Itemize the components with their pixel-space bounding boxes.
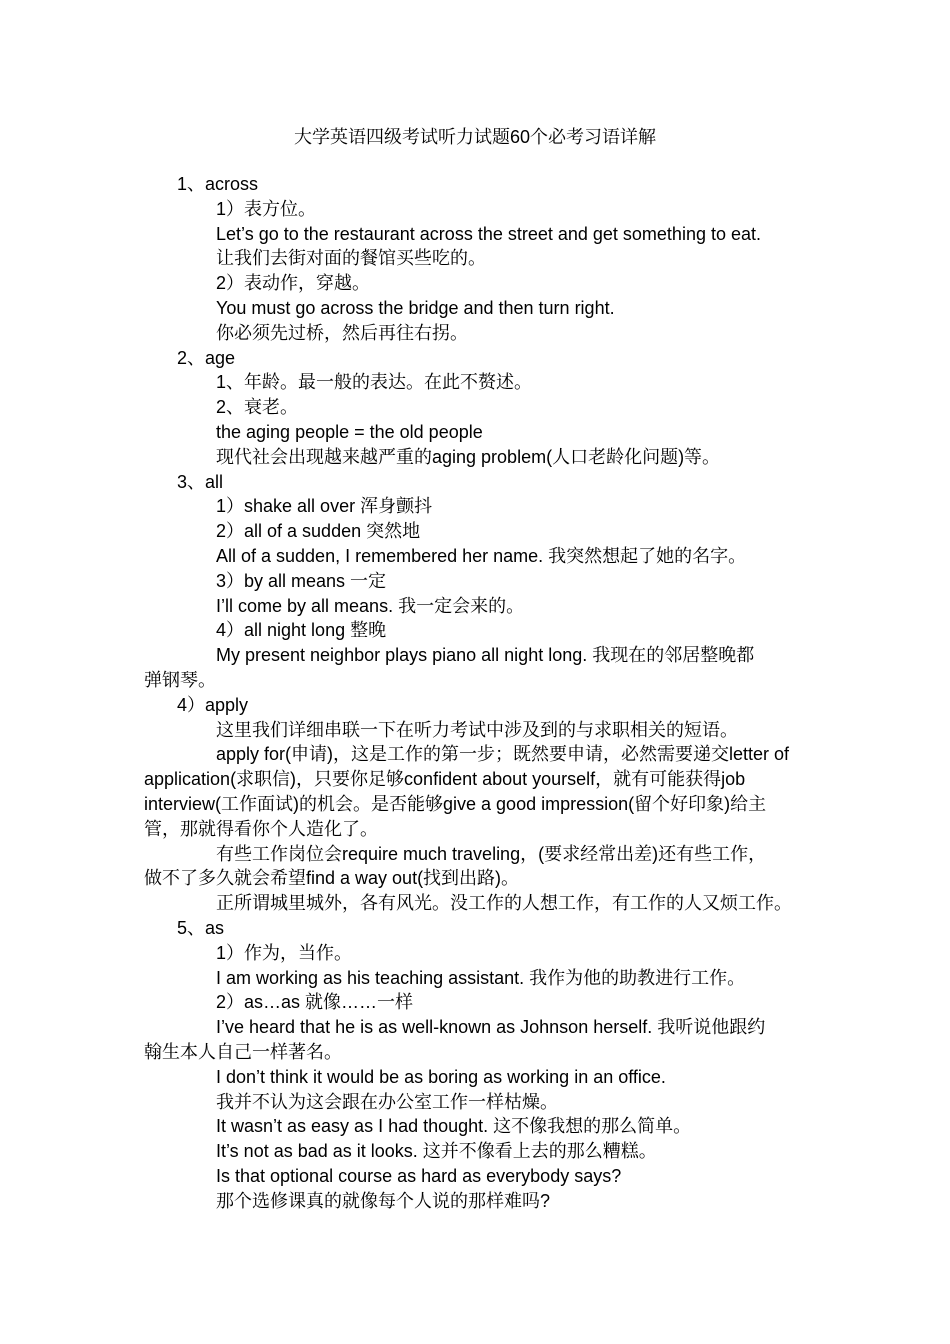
text-line: 1）shake all over 浑身颤抖	[216, 496, 433, 517]
text-line: 正所谓城里城外，各有风光。没工作的人想工作，有工作的人又烦工作。	[216, 893, 792, 914]
text-line: 弹钢琴。	[144, 670, 216, 690]
text-line: All of a sudden, I remembered her name. 我突然想起了她的名字。	[216, 546, 747, 566]
section-heading: 5、as	[177, 918, 225, 938]
text-line: I’ll come by all means. 我一定会来的。	[216, 595, 525, 616]
text-line: 我并不认为这会跟在办公室工作一样枯燥。	[216, 1091, 558, 1112]
text-line: Let’s go to the restaurant across the street and get something to eat.	[216, 223, 762, 244]
text-line: 让我们去街对面的餐馆买些吃的。	[216, 248, 486, 269]
text-line: 现代社会出现越来越严重的aging problem(人口老龄化问题)等。	[216, 446, 721, 467]
text-line: 2）as…as 就像……一样	[216, 992, 414, 1013]
text-line: My present neighbor plays piano all night long. 我现在的邻居整晚都	[216, 645, 755, 666]
text-line: 4）all night long 整晚	[216, 620, 387, 641]
text-line: apply for(申请)，这是工作的第一步；既然要申请，必然需要递交letter of	[216, 744, 790, 765]
text-line: I’ve heard that he is as well-known as Johnson herself. 我听说他跟约	[216, 1017, 766, 1038]
text-line: application(求职信)，只要你足够confident about yourself，就有可能获得job	[144, 769, 746, 790]
text-line: 做不了多久就会希望find a way out(找到出路)。	[144, 868, 520, 889]
text-line: 你必须先过桥，然后再往右拐。	[216, 322, 468, 343]
text-line: 2）表动作，穿越。	[216, 273, 371, 294]
text-line: 2）all of a sudden 突然地	[216, 521, 421, 542]
text-line: I am working as his teaching assistant. 我作为他的助教进行工作。	[216, 967, 746, 988]
text-line: You must go across the bridge and then turn right.	[216, 298, 615, 318]
text-line: the aging people = the old people	[216, 422, 483, 442]
text-line: 1、年龄。最一般的表达。在此不赘述。	[216, 372, 533, 393]
section-heading: 3、all	[177, 471, 224, 492]
text-line: 2、衰老。	[216, 397, 299, 418]
text-line: Is that optional course as hard as everybody says?	[216, 1166, 622, 1186]
text-line: It wasn’t as easy as I had thought. 这不像我想的那么简单。	[216, 1116, 692, 1137]
text-line: 1）表方位。	[216, 198, 317, 219]
text-line: 1）作为，当作。	[216, 942, 353, 963]
text-line: 管，那就得看你个人造化了。	[144, 818, 378, 839]
section-heading: 2、age	[177, 347, 236, 368]
document-title: 大学英语四级考试听力试题60个必考习语详解	[293, 127, 657, 147]
text-line: I don’t think it would be as boring as working in an office.	[216, 1066, 666, 1087]
section-heading: 1、across	[177, 174, 259, 194]
text-line: 这里我们详细串联一下在听力考试中涉及到的与求职相关的短语。	[216, 719, 738, 740]
text-line: interview(工作面试)的机会。是否能够give a good impression(留个好印象)给主	[144, 794, 767, 814]
text-line: It’s not as bad as it looks. 这并不像看上去的那么糟糕。	[216, 1141, 657, 1162]
section-heading: 4）apply	[177, 694, 249, 715]
text-line: 3）by all means 一定	[216, 570, 387, 591]
text-line: 那个选修课真的就像每个人说的那样难吗?	[216, 1190, 551, 1211]
text-line: 翰生本人自己一样著名。	[144, 1042, 342, 1062]
text-line: 有些工作岗位会require much traveling，(要求经常出差)还有些工作，	[216, 843, 767, 864]
